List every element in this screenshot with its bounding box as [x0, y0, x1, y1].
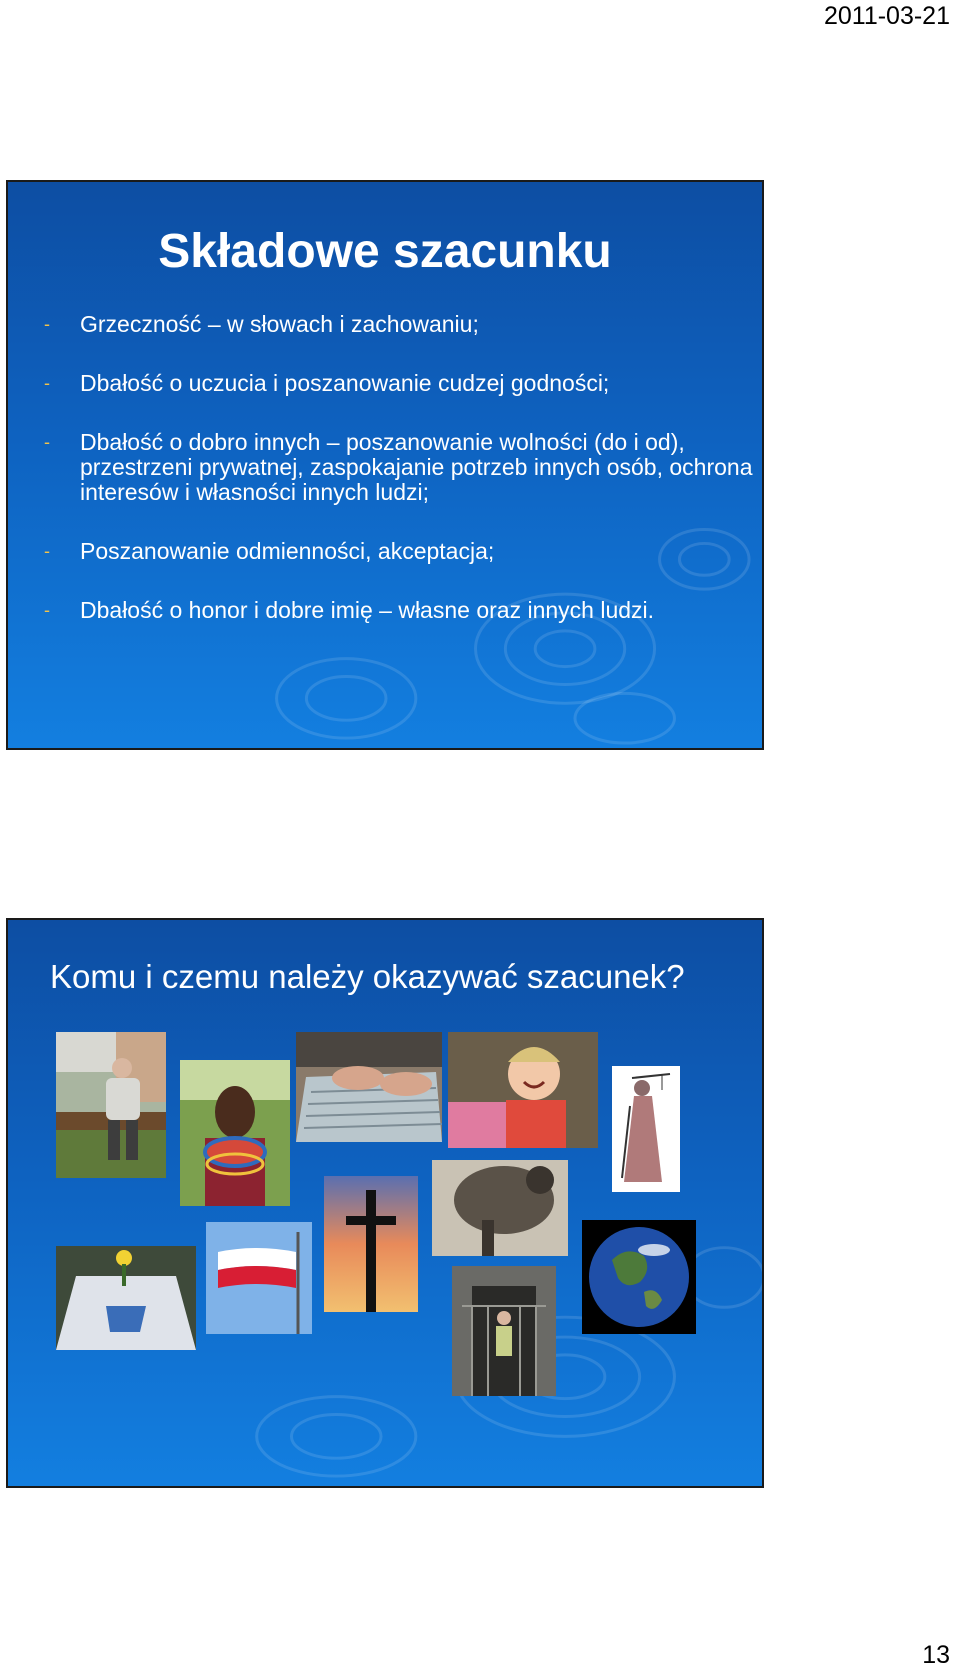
- bullet-text: Dbałość o honor i dobre imię – własne oraz innych ludzi.: [80, 597, 655, 623]
- photo-braille-hands: [296, 1032, 442, 1142]
- slide-komu-i-czemu: [6, 918, 764, 1488]
- photo-cross-sunset: [324, 1176, 418, 1312]
- bullet-item: [44, 430, 754, 505]
- bullet-item: [44, 371, 754, 396]
- slide-title: Składowe szacunku: [158, 225, 612, 278]
- photo-polish-flag: [206, 1222, 312, 1334]
- photo-smiling-child: [448, 1032, 598, 1148]
- bullet-item: [44, 539, 754, 564]
- photo-worker: [432, 1160, 568, 1256]
- slide-skladowe-szacunku: [6, 180, 764, 750]
- bullet-text: Grzeczność – w słowach i zachowaniu;: [80, 311, 479, 337]
- bullet-text: Dbałość o dobro innych – poszanowanie wolności (do i od), przestrzeni prywatnej, zaspokajanie potrzeb innych osób, ochrona interesów i własności innych ludzi;: [80, 429, 753, 505]
- photo-lady-justice: [612, 1066, 680, 1192]
- bullet-marker: -: [44, 541, 50, 561]
- photo-elderly-man: [56, 1032, 166, 1178]
- page-number: 13: [922, 1641, 950, 1669]
- slide-title: Komu i czemu należy okazywać szacunek?: [50, 958, 685, 995]
- bullet-text: Dbałość o uczucia i poszanowanie cudzej godności;: [80, 370, 610, 396]
- photo-person-at-gate: [452, 1266, 556, 1396]
- date-label: 2011-03-21: [823, 2, 950, 30]
- photo-earth-globe: [582, 1220, 696, 1334]
- bullet-item: [44, 598, 754, 623]
- photo-maasai-man: [180, 1060, 290, 1206]
- bullet-marker: -: [44, 432, 50, 452]
- bullet-marker: -: [44, 373, 50, 393]
- bullet-item: [44, 312, 754, 337]
- bullet-text: Poszanowanie odmienności, akceptacja;: [80, 538, 495, 564]
- photo-laid-table: [56, 1246, 196, 1350]
- bullet-marker: -: [44, 600, 50, 620]
- bullet-list: [44, 312, 754, 657]
- bullet-marker: -: [44, 314, 50, 334]
